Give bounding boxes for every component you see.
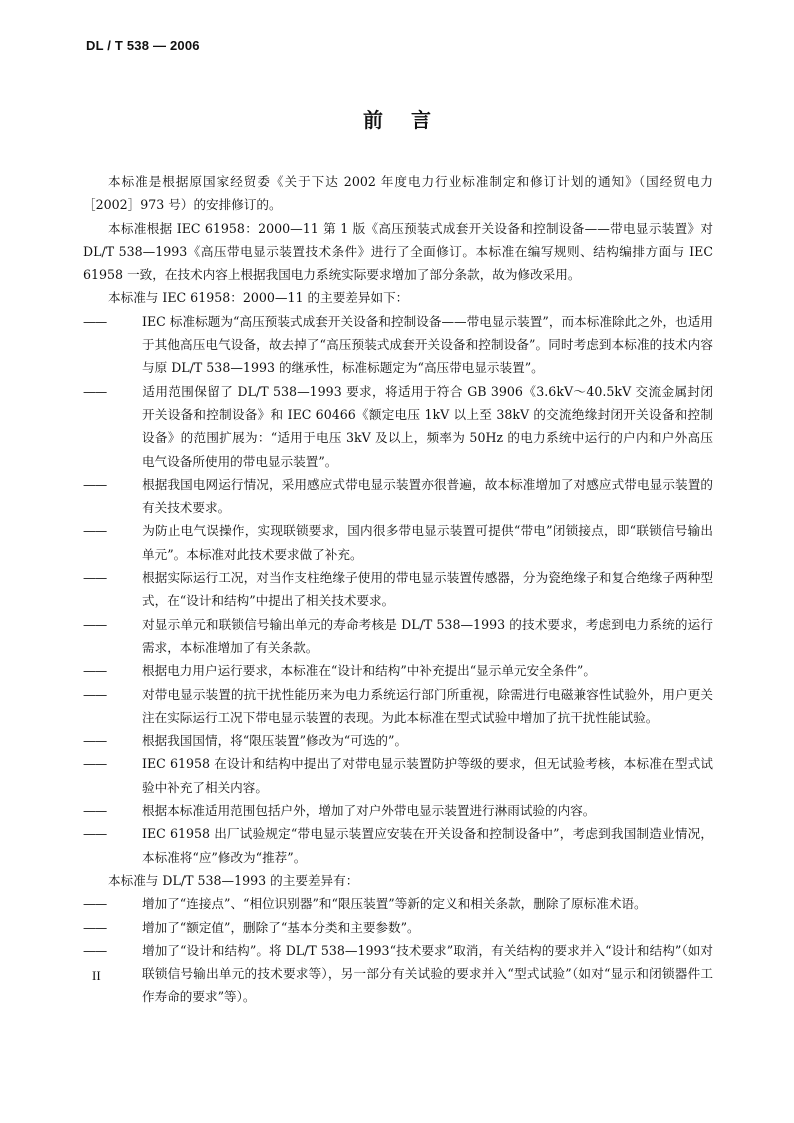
list-item [83,566,713,613]
dash-marker: —— [83,476,107,492]
list-item [83,310,713,380]
list-item-text: IEC 61958 在设计和结构中提出了对带电显示装置防护等级的要求，但无试验考核，本标准在型式试验中补充了相关内容。 [142,756,713,795]
dash-marker: —— [83,942,107,958]
list-item [83,473,713,520]
list-item [83,380,713,473]
dash-marker: —— [83,570,107,586]
list-item [83,939,713,1009]
list-item-text: 根据实际运行工况，对当作支柱绝缘子使用的带电显示装置传感器，分为瓷绝缘子和复合绝缘子两种型式，在“设计和结构”中提出了相关技术要求。 [142,570,713,609]
page-title: 前言 [363,108,459,132]
list-item-text: 增加了“设计和结构”。将 DL/T 538—1993“技术要求”取消，有关结构的要求并入“设计和结构”（如对联锁信号输出单元的技术要求等），另一部分有关试验的要求并入“型式试验”（如对“显示和闭锁器件工作寿命的要求”等）。 [142,942,713,1005]
list-item [83,916,713,939]
list-item-text: 增加了“额定值”，删除了“基本分类和主要参数”。 [142,919,420,935]
list-item [83,799,713,822]
list-item-text: 对带电显示装置的抗干扰性能历来为电力系统运行部门所重视，除需进行电磁兼容性试验外，用户更关注在实际运行工况下带电显示装置的表现。为此本标准在型式试验中增加了抗干扰性能试验。 [142,686,713,725]
dash-marker: —— [83,616,107,632]
dash-marker: —— [83,733,107,749]
paragraph: 本标准根据 IEC 61958：2000—11 第 1 版《高压预装式成套开关设备和控制设备——带电显示装置》对 DL/T 538—1993《高压带电显示装置技术条件》进行了全面修订。本标准在编写规则、结构编排方面与 IEC 61958 一致，在技术内容上根据我国电力系统实际要求增加了部分条款，故为修改采用。 [83,220,713,283]
paragraph: 本标准是根据原国家经贸委《关于下达 2002 年度电力行业标准制定和修订计划的通知》（国经贸电力［2002］973 号）的安排修订的。 [83,174,713,213]
list-item-text: 对显示单元和联锁信号输出单元的寿命考核是 DL/T 538—1993 的技术要求，考虑到电力系统的运行需求，本标准增加了有关条款。 [142,616,713,655]
dash-marker: —— [83,756,107,772]
page-number: II [92,968,101,983]
list-item [83,519,713,566]
dash-marker: —— [83,803,107,819]
body-text [83,170,713,1009]
paragraph: 本标准与 IEC 61958：2000—11 的主要差异如下： [108,290,409,306]
list-item [83,822,713,869]
dash-marker: —— [83,896,107,912]
list-item-text: IEC 61958 出厂试验规定“带电显示装置应安装在开关设备和控制设备中”，考虑到我国制造业情况，本标准将“应”修改为“推荐”。 [142,826,713,865]
list-item-text: 根据电力用户运行要求，本标准在“设计和结构”中补充提出“显示单元安全条件”。 [142,663,596,679]
list-item-text: 根据本标准适用范围包括户外，增加了对户外带电显示装置进行淋雨试验的内容。 [142,803,596,819]
document-code: DL / T 538 — 2006 [86,38,200,53]
dash-marker: —— [83,686,107,702]
list-item [83,892,713,915]
list-item [83,752,713,799]
list-item [83,729,713,752]
list-item [83,659,713,682]
list-item-text: 根据我国国情，将“限压装置”修改为“可选的”。 [142,733,408,749]
list-item-text: 增加了“连接点”、“相位识别器”和“限压装置”等新的定义和相关条款，删除了原标准术语。 [142,896,647,912]
dash-marker: —— [83,663,107,679]
paragraph: 本标准与 DL/T 538—1993 的主要差异有： [108,872,359,888]
list-item-text: IEC 标准标题为“高压预装式成套开关设备和控制设备——带电显示装置”，而本标准除此之外，也适用于其他高压电气设备，故去掉了“高压预装式成套开关设备和控制设备”。同时考虑到本标准的技术内容与原 DL/T 538—1993 的继承性，标准标题定为“高压带电显示装置”。 [142,313,713,376]
dash-marker: —— [83,523,107,539]
list-item [83,683,713,730]
list-item-text: 为防止电气误操作，实现联锁要求，国内很多带电显示装置可提供“带电”闭锁接点，即“联锁信号输出单元”。本标准对此技术要求做了补充。 [142,523,713,562]
dash-marker: —— [83,383,107,399]
list-item [83,613,713,660]
list-item-text: 适用范围保留了 DL/T 538—1993 要求，将适用于符合 GB 3906《3.6kV～40.5kV 交流金属封闭开关设备和控制设备》和 IEC 60466《额定电压 1kV 以上至 38kV 的交流绝缘封闭开关设备和控制设备》的范围扩展为：“适用于电压 3kV 及以上，频率为 50Hz 的电力系统中运行的户内和户外高压电气设备所使用的带电显示装置”。 [142,383,713,469]
list-item-text: 根据我国电网运行情况，采用感应式带电显示装置亦很普遍，故本标准增加了对感应式带电显示装置的有关技术要求。 [142,476,713,516]
dash-marker: —— [83,919,107,935]
dash-marker: —— [83,313,107,329]
dash-marker: —— [83,826,107,842]
